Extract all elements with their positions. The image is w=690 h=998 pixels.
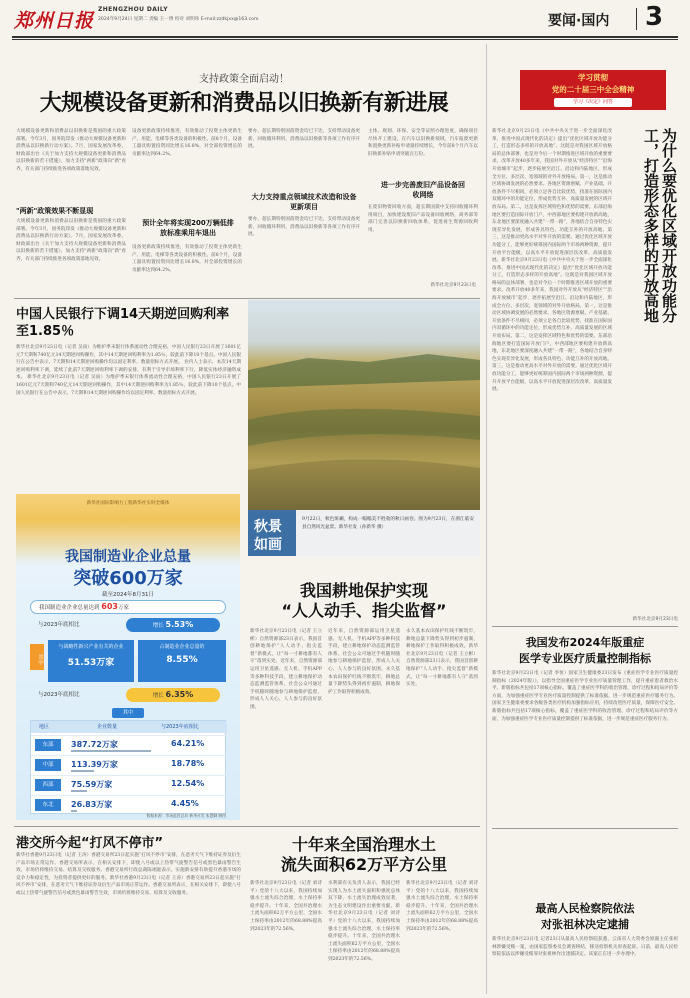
region-share-bar bbox=[71, 790, 87, 792]
infographic-date: 截至2024年8月31日 bbox=[102, 592, 154, 598]
interest-body: 新华社北京9月23日电（记者 吴雨）为维护季末银行体系流动性合理充裕，中国人民银行23日开展了1601亿元7天期和740亿元14天期逆回购操作，其中14天期逆回购利率为1.85％，较此前下降10个基点。中国人民银行在公告中表示，7天期和14天期逆回购操作均以固定利率、数量招标方式开展。 业内人士表示，本次14天期逆回购利率下调，延续了此前7天期逆回购利率下调的安排，有利于引导市场利率下行，降低实体经济融资成本。 新华社北京9月23日电（记者 吴雨）为维护季末银行体系流动性合理充裕，中国人民银行23日开展了1601亿元7天期和740亿元14天期逆回购操作，其中14天期逆回购利率为1.85％，较此前下降10个基点。中国人民银行在公告中表示，7天期和14天期逆回购操作均以固定利率、数量招标方式开展。 bbox=[16, 345, 241, 396]
emerging-share: 8.55% bbox=[166, 655, 198, 665]
region-count: 26.83万家 bbox=[71, 800, 113, 809]
procurat-headline-1: 最高人民检察院依法 bbox=[535, 902, 635, 915]
region-table-header: 地区 企业数量 与2023年底相比 bbox=[31, 721, 227, 733]
lead-byline: 新华社北京9月23日电 bbox=[430, 283, 476, 288]
farmland-headline-2: “人人动手、指尖监督” bbox=[281, 601, 447, 620]
region-name: 中部 bbox=[35, 759, 61, 771]
right-byline: 新华社北京9月23日电 bbox=[632, 617, 678, 622]
region-row bbox=[31, 735, 227, 753]
region-share-bar bbox=[71, 770, 94, 772]
procurat-body: 新华社北京9月23日电 记者23日从最高人民检察院获悉，云南省人大常委会原副主任张祖林涉嫌受贿一案，由国家监察委员会调查终结，移送检察机关审查起诉。日前，最高人民检察院依法以涉嫌受贿罪对张祖林作出逮捕决定。该案正在进一步办理中。 bbox=[492, 937, 678, 958]
emerging-count: 51.53万家 bbox=[67, 658, 115, 668]
region-share-bar bbox=[71, 750, 151, 752]
region-rate: 4.45% bbox=[171, 799, 199, 808]
lead-column-4b bbox=[368, 204, 478, 276]
right-col-1: 新华社北京9月23日电《中共中央关于进一步全面深化改革、推进中国式现代化的决定》提出“优化区域开放功能分工，打造形态多样的开放高地”。这既是对我国区域开放格局的总体部署，也是对今后一个时期推进区域开放的重要要求。改革开放40多年来，我国对外开放从“经济特区”“沿海开放城市”起步，逐步拓展至沿江、沿边和内陆地区，形成全方位、多层次、宽领域的对外开放格局。第一，这是推动区域协调发展的必然要求。各地区资源禀赋、产业基础、开放条件不尽相同，必须立足各自比较优势，找准在国际国内双循环中的功能定位，形成优势互补、高质量发展的区域开放布局。第二，这是发挥区域特色和优势的需要。东部沿海地区要打造国际开放门户，中西部地区要构建开放新高地，东北地区要深度融入共建“一带一路”，各地结合自身特色实现差异化发展，形成各具特色、功能互补的开放高地。第三，这是推动更高水平对外开放的需要。通过优化区域开放功能分工，能够更好统筹国内国际两个市场两种资源，提升开放平台能级，以高水平开放促进深层次改革、高质量发展。新华社北京9月23日电《中共中央关于进一步全面深化改革、推进中国式现代化的决定》提出“优化区域开放功能分工，打造形态多样的开放高地”。这既是对我国区域开放格局的总体部署，也是对今后一个时期推进区域开放的重要要求。改革开放40多年来，我国对外开放从“经济特区”“沿海开放城市”起步，逐步拓展至沿江、沿边和内陆地区，形成全方位、多层次、宽领域的对外开放格局。第一，这是推动区域协调发展的必然要求。各地区资源禀赋、产业基础、开放条件不尽相同，必须立足各自比较优势，找准在国际国内双循环中的功能定位，形成优势互补、高质量发展的区域开放布局。第二，这是发挥区域特色和优势的需要。东部沿海地区要打造国际开放门户，中西部地区要构建开放新高地，东北地区要深度融入共建“一带一路”，各地结合自身特色实现差异化发展，形成各具特色、功能互补的开放高地。第三，这是推动更高水平对外开放的需要。通过优化区域开放功能分工，能够更好统筹国内国际两个市场两种资源，提升开放平台能级，以高水平开放促进深层次改革、高质量发展。 bbox=[492, 129, 612, 393]
infographic-title-1: 我国制造业企业总量 bbox=[65, 549, 191, 565]
lead-paragraph-3b: 要办，超长期特别国债资金均已下达，支持带动设备更新、回收循环利用、消费品以旧换新等各项工作有序开展。 bbox=[248, 217, 360, 238]
autumn-caption: 9月22日，秋色斑斓，构成一幅幅美不胜收的秋日画卷。图为9月23日，在浙江临安县自然风光盆景。新华社发（孙新华 摄） bbox=[302, 517, 474, 530]
masthead-rule bbox=[12, 36, 678, 38]
soil-headline-2: 流失面积62万平方公里 bbox=[280, 855, 448, 874]
lead-paragraph-3: 要办，超长期特别国债资金均已下达，支持带动设备更新、回收循环利用、消费品以旧换新等各项工作有序开展。 bbox=[248, 129, 360, 150]
region-share-bar bbox=[71, 810, 77, 812]
masthead bbox=[0, 0, 690, 40]
lead-column-3b bbox=[248, 216, 360, 290]
region-row bbox=[31, 775, 227, 793]
medical-headline-1: 我国发布2024年版重症 bbox=[525, 636, 645, 649]
infographic-banner: 新华社国际影响力工程新华社实时全媒体 bbox=[86, 501, 170, 506]
lead-column-1 bbox=[16, 128, 126, 198]
emerging-growth-value: 6.35% bbox=[165, 690, 194, 699]
photo-caption-box bbox=[248, 510, 480, 556]
lead-subhead-4: 进一步完善废旧产品设备回收网络 bbox=[381, 181, 465, 199]
lead-column-2b bbox=[132, 244, 242, 290]
lead-paragraph-4b: 在废旧物资回收方面，超长期国债中支持回收循环利用项目，加快建设废旧产品设备回收网络，商务部等部门完善以旧换新回收体系，促进再生资源回收利用。 bbox=[368, 205, 478, 233]
infographic-title-2: 突破600万家 bbox=[73, 568, 183, 589]
emerging-growth-pill: 增长 6.35% bbox=[126, 688, 220, 702]
lead-subhead-1: "两新"政策效果不断显现 bbox=[16, 207, 94, 215]
lead-headline: 大规模设备更新和消费品以旧换新有新进展 bbox=[39, 91, 449, 116]
region-name: 东部 bbox=[35, 739, 61, 751]
region-row bbox=[31, 795, 227, 813]
issue-info: 2024年9月24日 星期二 责编 王一博 校对 刘明珍 E-mail:zzdkjxx@163.com bbox=[98, 17, 259, 22]
growth-value: 5.53% bbox=[165, 620, 194, 629]
region-name: 东北 bbox=[35, 799, 61, 811]
growth-banner: 与2023年底相比 增长 5.53% bbox=[30, 618, 226, 632]
farmland-col-2: 近年来，自然资源部运用卫星遥感、无人机、手机APP等多种科技手段，建立耕地保护动态监测监管体系，社会公众可通过手机随时随地参与耕地保护监督，形成人人关心、人人参与的良好氛围。永久基本农田保护红线不断筑牢，耕地总量下降势头得到初步遏制，耕地保护工作取得积极成效。 bbox=[328, 629, 400, 695]
soil-col-3: 新华社北京9月23日电（记者 刘诗平）党的十八大以来，我国持续加强水土流失综合治理，水土保持率稳步提升。十年来，全国共治理水土流失面积62万平方公里，全国水土保持率由2012年的68.88%提高到2023年的72.56%。 bbox=[406, 881, 478, 932]
emerging-card-2: 占制造业企业总量的 8.55% bbox=[138, 640, 226, 682]
farmland-photo-art bbox=[248, 300, 480, 510]
infographic bbox=[16, 494, 240, 820]
page-number: 3 bbox=[645, 2, 664, 32]
medical-headline-2: 医学专业医疗质量控制指标 bbox=[519, 652, 651, 665]
lead-column-2 bbox=[132, 128, 242, 210]
region-rate: 12.54% bbox=[171, 779, 205, 788]
region-row bbox=[31, 755, 227, 773]
lead-column-3 bbox=[248, 128, 360, 188]
autumn-title-line-2: 如画 bbox=[254, 537, 282, 553]
total-value: 603 bbox=[101, 602, 118, 611]
medical-body: 新华社北京9月23日电（记者 李恒）国家卫生健康委23日发布《重症医学专业医疗质量控制指标（2024年版）》，以指导全国重症医学专业医疗质量管理工作，提升重症患者救治水平。新版指标共包括17项核心指标，覆盖了重症医学科的收治管理、诊疗过程和结局评价等方面，为加强重症医学专业医疗质量控制提供了标准依据，进一步规范重症医疗服务行为。国家卫生健康委要求各级各类医疗机构加强指标应用，持续改进医疗质量，保障医疗安全。新版指标共包括17项核心指标，覆盖了重症医学科的收治管理、诊疗过程和结局评价等方面，为加强重症医学专业医疗质量控制提供了标准依据，进一步规范重症医疗服务行为。 bbox=[492, 671, 678, 722]
section-divider bbox=[636, 8, 637, 30]
hk-body: 新华社香港9月23日电（记者 王涛）香港交易所23日起实施“打风不停市”安排，在恶劣天气下维持证券及衍生产品市场正常运作。香港交易所表示，在相关安排下，即使八号或以上热带气旋警告信号或黑色暴雨警告生效，市场仍将维持交易、结算及交收服务。香港交易所行政总裁陈翊庭表示，实施新安排有助提升香港市场的竞争力和稳定性，为投资者提供更好的服务。新华社香港9月23日电（记者 王涛）香港交易所23日起实施“打风不停市”安排，在恶劣天气下维持证券及衍生产品市场正常运作。香港交易所表示，在相关安排下，即使八号或以上热带气旋警告信号或黑色暴雨警告生效，市场仍将维持交易、结算及交收服务。 bbox=[16, 853, 241, 896]
farmland-photo bbox=[248, 300, 480, 510]
lead-paragraph-1: 大规模设备更新和消费品以旧换新是我国的重大政策部署。今年3月，国务院印发《推动大规模设备更新和消费品以旧换新行动方案》。7月，国家发展改革委、财政部出台《关于加力支持大规模设备更新和消费品以旧换新的若干措施》，加力支持"两新"政策向"新"看齐，有关部门持续推进各项政策落地见效。 bbox=[16, 129, 126, 172]
autumn-title bbox=[248, 510, 296, 556]
region-table-tag: 其中 bbox=[112, 708, 144, 718]
region-count: 113.39万家 bbox=[71, 760, 118, 769]
soil-headline-1: 十年来全国治理水土 bbox=[291, 835, 436, 854]
region-count: 75.59万家 bbox=[71, 780, 113, 789]
study-tag: 学习《决定》问答 bbox=[554, 98, 632, 107]
infographic-source: 数据来源：市场监管总局 新华社发 朱慧卿 制图 bbox=[146, 813, 226, 818]
region-count: 387.72万家 bbox=[71, 740, 118, 749]
section-title: 要闻·国内 bbox=[548, 13, 610, 29]
region-rate: 18.78% bbox=[171, 759, 205, 768]
lead-subhead-3: 大力支持重点领域技术改造和设备更新项目 bbox=[251, 193, 357, 211]
soil-col-1: 新华社北京9月23日电（记者 刘诗平）党的十八大以来，我国持续加强水土流失综合治理，水土保持率稳步提升。十年来，全国共治理水土流失面积62万平方公里，全国水土保持率由2012年的68.88%提高到2023年的72.56%。 bbox=[250, 881, 322, 932]
right-headline: 为什么要优化区域开放功能分工，打造形态多样的开放高地 bbox=[642, 128, 678, 323]
farmland-col-1: 新华社北京9月23日电（记者 王立彬）自然资源部23日表示，我国首创耕地保护“人人动手、指尖监督”新模式，让“每一寸耕地都有人守”落到实处。近年来，自然资源部运用卫星遥感、无人机、手机APP等多种科技手段，建立耕地保护动态监测监管体系，社会公众可通过手机随时随地参与耕地保护监督，形成人人关心、人人参与的良好氛围。 bbox=[250, 629, 322, 710]
lead-kicker: 支持政策全面启动！ bbox=[199, 74, 289, 85]
lead-column-1b bbox=[16, 218, 126, 290]
procurat-headline-2: 对张祖林决定逮捕 bbox=[541, 918, 629, 931]
growth-pill: 增长 5.53% bbox=[126, 618, 220, 632]
emerging-growth-banner: 与2023年底相比 增长 6.35% bbox=[30, 688, 226, 702]
soil-col-2: 水利部有关负责人表示，我国已经实现人为水土流失面积和强度总体双下降，水土流失治理成效显著，为生态文明建设作出重要贡献。新华社北京9月23日电（记者 刘诗平）党的十八大以来，我国持续加强水土流失综合治理，水土保持率稳步提升。十年来，全国共治理水土流失面积62万平方公里，全国水土保持率由2012年的68.88%提高到2023年的72.56%。 bbox=[328, 881, 400, 962]
lead-paragraph-2: 设备更新政策持续推进，有效推动了投资主体更新生产、用能、电梯等各类设备的积极性。前8个月，设备工器具购置投资同比增长16.8%，对全部投资增长的贡献率达到64.2%。 bbox=[132, 129, 242, 157]
emerging-tag: 其中 bbox=[30, 644, 44, 670]
newspaper-name-en: ZHENGZHOU DAILY bbox=[98, 6, 168, 13]
farmland-col-3: 永久基本农田保护红线不断筑牢，耕地总量下降势头得到初步遏制，耕地保护工作取得积极成效。新华社北京9月23日电（记者 王立彬）自然资源部23日表示，我国首创耕地保护“人人动手、指尖监督”新模式，让“每一寸耕地都有人守”落到实处。 bbox=[406, 629, 478, 688]
lead-column-4 bbox=[368, 128, 478, 176]
region-rate: 64.21% bbox=[171, 739, 205, 748]
hk-headline: 港交所今起“打风不停市” bbox=[16, 836, 164, 851]
lead-paragraph-2b: 设备更新政策持续推进，有效推动了投资主体更新生产、用能、电梯等各类设备的积极性。前8个月，设备工器具购置投资同比增长16.8%，对全部投资增长的贡献率达到64.2%。 bbox=[132, 245, 242, 273]
total-banner: 我国制造业企业总量达到 603万家 bbox=[30, 600, 226, 614]
newspaper-logo: 郑州日报 bbox=[14, 10, 95, 32]
region-name: 西部 bbox=[35, 779, 61, 791]
lead-paragraph-1b: 大规模设备更新和消费品以旧换新是我国的重大政策部署。今年3月，国务院印发《推动大规模设备更新和消费品以旧换新行动方案》。7月，国家发展改革委、财政部出台《关于加力支持大规模设备更新和消费品以旧换新的若干措施》，加力支持"两新"政策向"新"看齐，有关部门持续推进各项政策落地见效。 bbox=[16, 219, 126, 262]
lead-paragraph-4: 主体、规划、环保、安全等证照办理进度，确保项目尽快开工建设。在汽车以旧换新领域，汽车报废更新和置换更新补贴申请量持续增长，今年前8个月汽车以旧换新补贴申请突破百万份。 bbox=[368, 129, 478, 157]
region-table bbox=[30, 720, 226, 814]
autumn-title-line-1: 秋景 bbox=[254, 519, 282, 535]
farmland-headline-1: 我国耕地保护实现 bbox=[299, 581, 428, 600]
study-banner: 学习贯彻 党的二十届三中全会精神 学习《决定》问答 bbox=[520, 70, 666, 110]
lead-subhead-2: 预计全年将实现200万辆低排放标准乘用车退出 bbox=[142, 219, 234, 237]
emerging-card-1: 与战略性新兴产业有关的企业 51.53万家 bbox=[48, 640, 134, 682]
interest-headline: 中国人民银行下调14天期逆回购利率至1.85％ bbox=[16, 307, 230, 339]
